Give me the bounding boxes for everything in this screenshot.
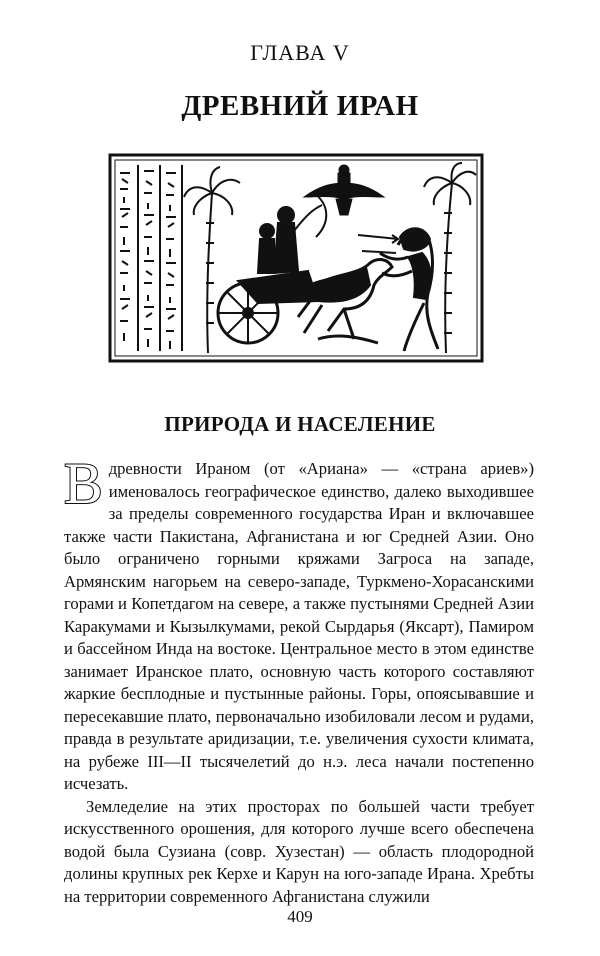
cuneiform-inscription bbox=[120, 165, 182, 351]
palm-tree-left bbox=[184, 167, 240, 353]
paragraph-2: Земледелие на этих просторах по большей части требует искусственного орошения, для которого лучше всего обеспечена водой была Сузиана (совр. Хузестан) — область плодородной долины крупных рек Керхе и Карун на юго-западе Ирана. Хребты на территории современного Афганистана служили bbox=[64, 796, 534, 906]
lion-figure bbox=[380, 228, 438, 351]
body-text bbox=[64, 451, 534, 908]
paragraph-1-text: древности Ираном (от «Ариана» — «страна ариев») именовалось географическое единство, далеко выходившее за пределы современного государства Иран и включавшее также части Пакистана, Афганистана и юг Средней Азии. Оно было ограничено горными кряжами Загроса на западе, Армянским нагорьем на северо-западе, Туркмено-Хорасанскими горами и Копетдагом на севере, а также пустынями Средней Азии Каракумами и Кызылкумами, рекой Сырдарья (Яксарт), Памиром и бассейном Инда на востоке. Центральное место в этом единстве занимает Иранское плато, основную часть которого составляют жаркие бесплодные и пустынные районы. Горы, опоясывавшие и пересекавшие плато, первоначально изобиловали лесом и рудами, правда в результате аридизации, т.е. увеличения сухости климата, на рубеже III—II тысячелетий до н.э. леса начали постепенно исчезать. bbox=[64, 459, 534, 793]
chapter-label: ГЛАВА V bbox=[250, 40, 350, 65]
seal-illustration bbox=[108, 153, 484, 363]
chariot-scene bbox=[218, 193, 392, 343]
section-title: ПРИРОДА И НАСЕЛЕНИЕ bbox=[164, 412, 436, 436]
paragraph-1 bbox=[64, 451, 534, 796]
page-number: 409 bbox=[287, 907, 313, 926]
chapter-title: ДРЕВНИЙ ИРАН bbox=[181, 90, 419, 122]
drop-cap: В bbox=[64, 451, 103, 516]
